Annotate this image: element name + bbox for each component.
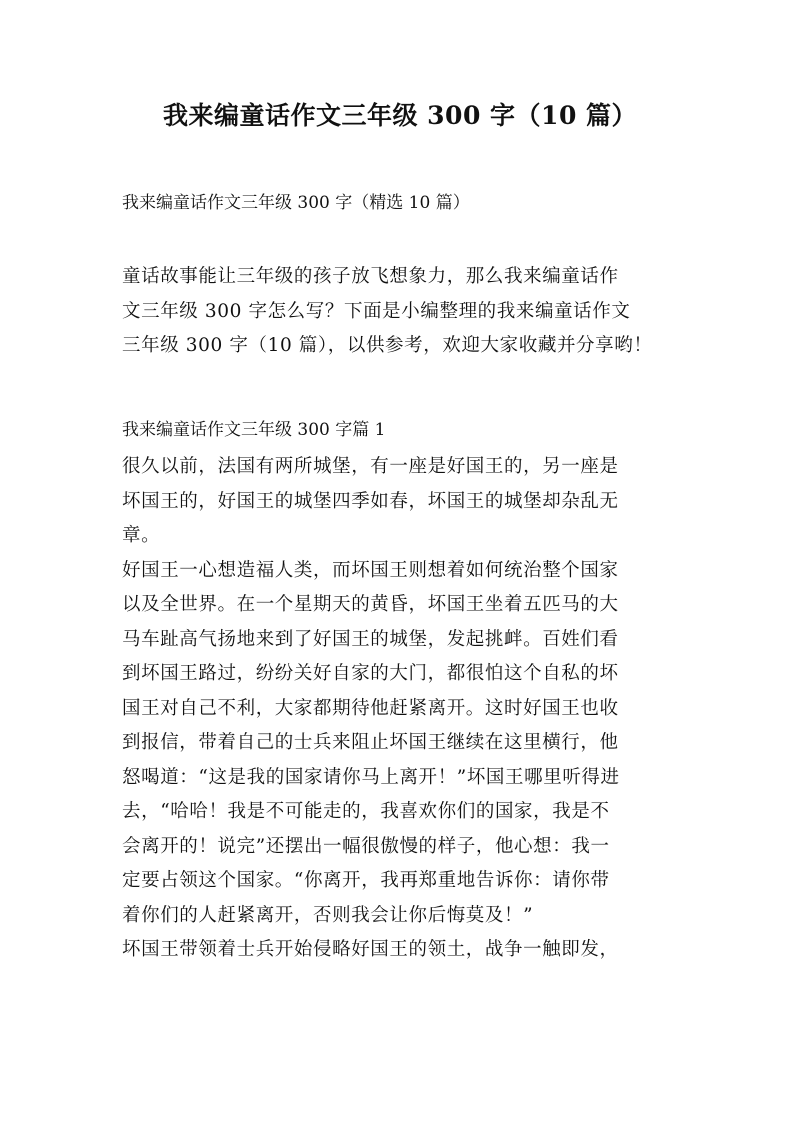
body-line: 好国王一心想造福人类，而坏国王则想着如何统治整个国家 xyxy=(122,559,619,581)
section-heading: 我来编童话作文三年级 300 字篇 1 xyxy=(122,420,386,440)
body-line: 马车趾高气扬地来到了好国王的城堡，发起挑衅。百姓们看 xyxy=(122,628,619,650)
document-subtitle: 我来编童话作文三年级 300 字（精选 10 篇） xyxy=(122,193,470,213)
body-line: 以及全世界。在一个星期天的黄昏，坏国王坐着五匹马的大 xyxy=(122,594,619,615)
body-line: 定要占领这个国家。“你离开，我再郑重地告诉你：请你带 xyxy=(122,870,610,891)
body-line: 坏国王带领着士兵开始侵略好国王的领土，战争一触即发， xyxy=(122,939,619,960)
intro-line: 文三年级 300 字怎么写？下面是小编整理的我来编童话作文 xyxy=(122,300,631,322)
intro-line: 童话故事能让三年级的孩子放飞想象力，那么我来编童话作 xyxy=(122,266,619,287)
body-line: 国王对自己不利，大家都期待他赶紧离开。这时好国王也收 xyxy=(122,697,619,719)
document-title: 我来编童话作文三年级 300 字（10 篇） xyxy=(162,101,638,130)
body-line: 去，“哈哈！我是不可能走的，我喜欢你们的国家，我是不 xyxy=(122,801,610,822)
body-line: 到坏国王路过，纷纷关好自家的大门，都很怕这个自私的坏 xyxy=(122,663,619,684)
story-body xyxy=(122,450,682,968)
intro-line: 三年级 300 字（10 篇），以供参考，欢迎大家收藏并分享哟！ xyxy=(122,335,653,356)
body-line: 到报信，带着自己的士兵来阻止坏国王继续在这里横行，他 xyxy=(122,732,619,753)
body-line: 章。 xyxy=(122,525,161,546)
body-line: 怒喝道：“这是我的国家请你马上离开！”坏国王哪里听得进 xyxy=(122,766,620,788)
intro-paragraph xyxy=(122,260,682,364)
body-line: 会离开的！说完”还摆出一幅很傲慢的样子，他心想：我一 xyxy=(122,835,610,857)
body-line: 很久以前，法国有两所城堡，有一座是好国王的，另一座是 xyxy=(122,456,619,477)
body-line: 着你们的人赶紧离开，否则我会让你后悔莫及！” xyxy=(122,904,534,926)
body-line: 坏国王的，好国王的城堡四季如春，坏国王的城堡却杂乱无 xyxy=(122,490,619,512)
